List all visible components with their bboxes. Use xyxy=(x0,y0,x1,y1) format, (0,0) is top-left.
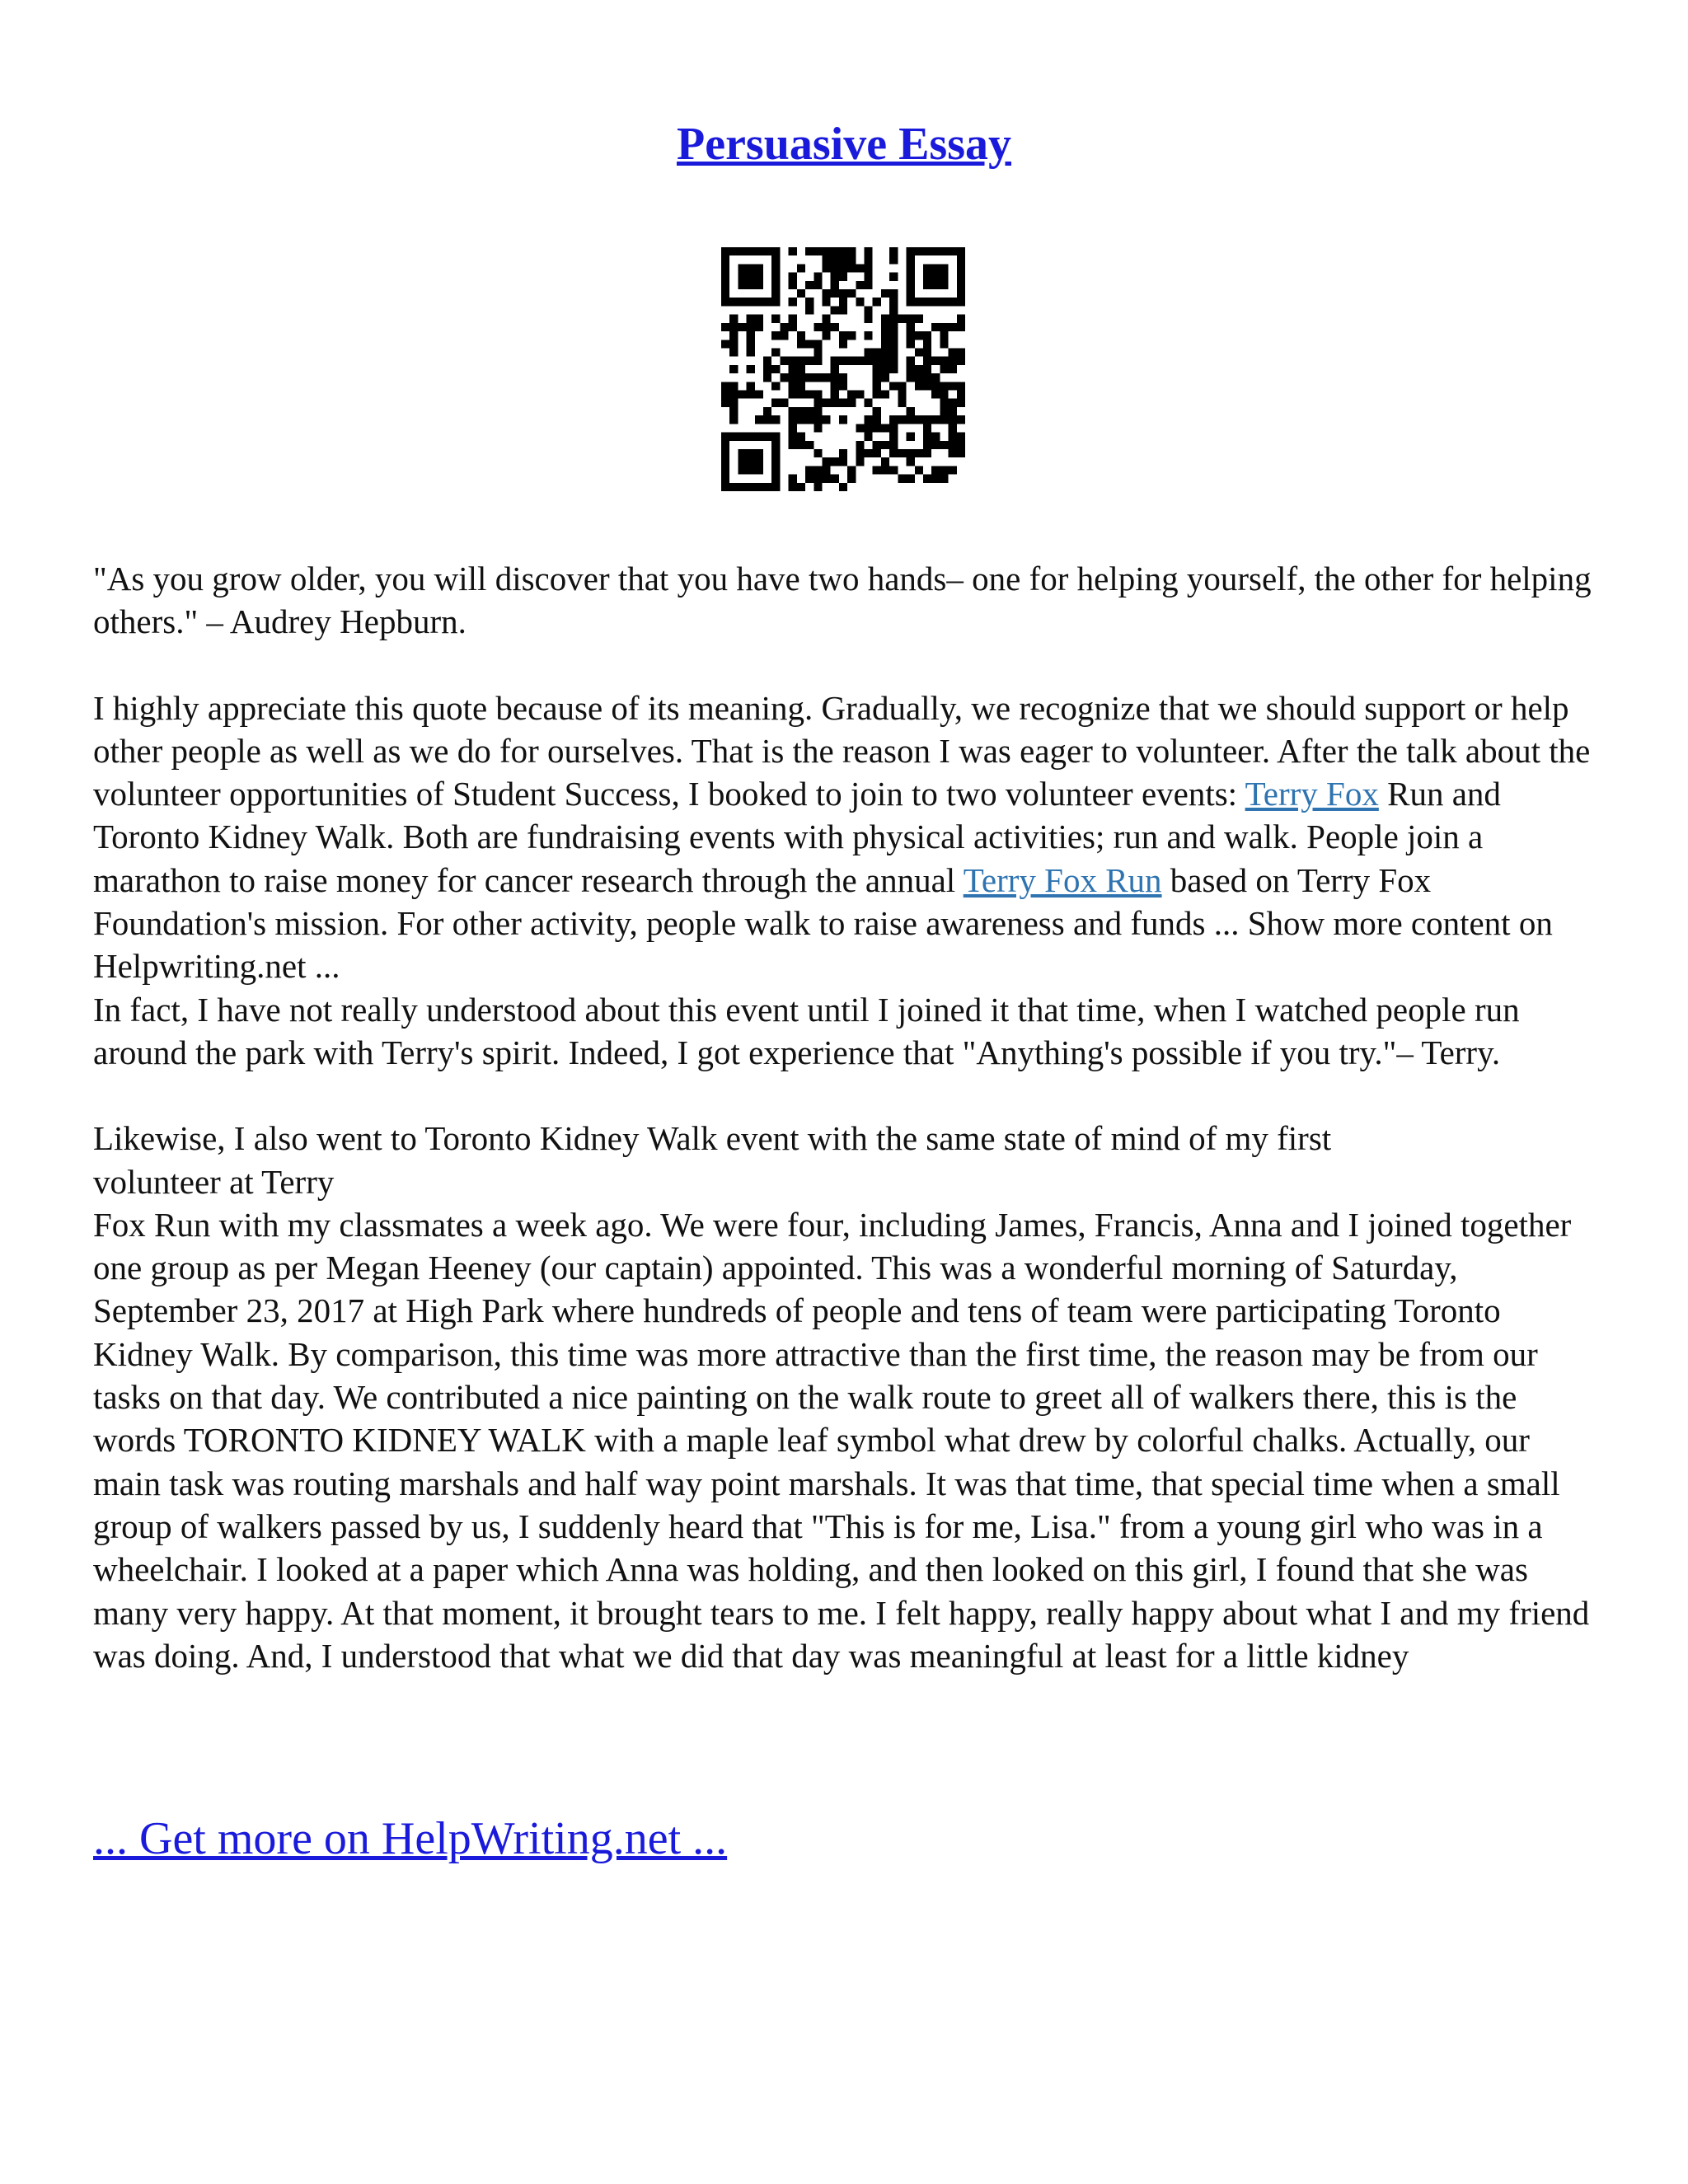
paragraph-1-text-c: based on Terry Fox Foundation's mission. For other activity, people walk to raise awareness and funds ... Show more content on Helpwriting.net ... xyxy=(93,860,1553,986)
paragraph-1-text-b: Run and Toronto Kidney Walk. Both are fundraising events with physical activities; run and walk. People join a marathon to raise money for cancer research through the annual xyxy=(93,775,1501,899)
qr-code-icon xyxy=(721,247,965,491)
essay-body xyxy=(93,557,1601,1677)
paragraph-4: Fox Run with my classmates a week ago. We were four, including James, Francis, Anna and I joined together one group as per Megan Heeney (our captain) appointed. This was a wonderful morning of Saturday, September 23, 2017 at High Park where hundreds of people and tens of team were participating Toronto Kidney Walk. By comparison, this time was more attractive than the first time, the reason may be from our tasks on that day. We contributed a nice painting on the walk route to greet all of walkers there, this is the words TORONTO KIDNEY WALK with a maple leaf symbol what drew by colorful chalks. Actually, our main task was routing marshals and half way point marshals. It was that time, that special time when a small group of walkers passed by us, I suddenly heard that "This is for me, Lisa." from a young girl who was in a wheelchair. I looked at a paper which Anna was holding, and then looked on this girl, I found that she was many very happy. At that moment, it brought tears to me. I felt happy, really happy about what I and my friend was doing. And, I understood that what we did that day was meaningful at least for a little kidney xyxy=(93,1205,1590,1675)
paragraph-1 xyxy=(93,687,1601,988)
paragraph-3-line-1: Likewise, I also went to Toronto Kidney Walk event with the same state of mind of my first xyxy=(93,1119,1332,1158)
paragraph-2: In fact, I have not really understood about this event until I joined it that time, when I watched people run around the park with Terry's spirit. Indeed, I got experience that "Anything's possible if you try."– Terry. xyxy=(93,990,1520,1071)
terry-fox-link[interactable]: Terry Fox xyxy=(1245,775,1379,813)
paragraph-1-text-a: I highly appreciate this quote because of its meaning. Gradually, we recognize that we should support or help other people as well as we do for ourselves. That is the reason I was eager to volunteer. After the talk about the volunteer opportunities of Student Success, I booked to join to two volunteer events: xyxy=(93,688,1591,813)
terry-fox-run-link[interactable]: Terry Fox Run xyxy=(963,860,1162,899)
quote-paragraph: "As you grow older, you will discover that you have two hands– one for helping yourself, the other for helping others." – Audrey Hepburn. xyxy=(93,560,1592,641)
get-more-link[interactable]: ... Get more on HelpWriting.net ... xyxy=(93,1813,728,1864)
title-link[interactable]: Persuasive Essay xyxy=(677,119,1011,170)
get-more-section xyxy=(93,1810,727,1868)
paragraph-3-line-2: volunteer at Terry xyxy=(93,1162,335,1201)
title-heading xyxy=(0,115,1688,173)
